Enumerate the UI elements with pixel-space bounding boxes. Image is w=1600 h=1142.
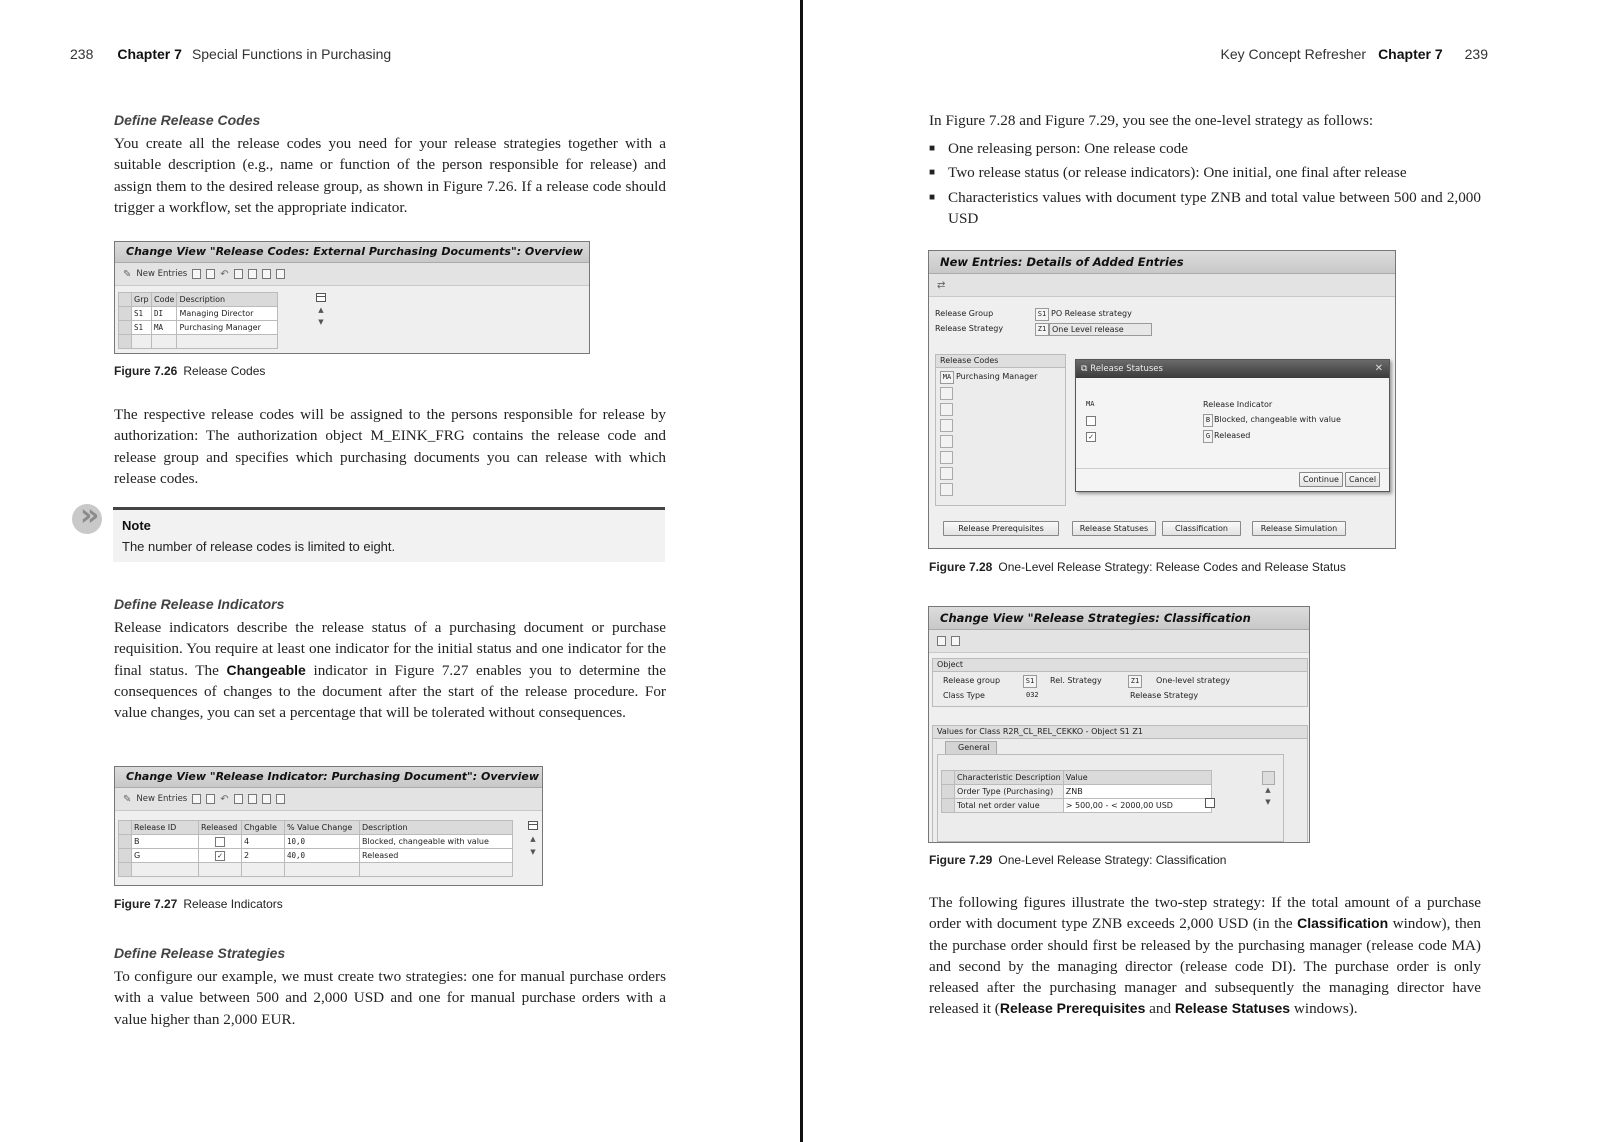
table-row-empty[interactable] [119, 863, 513, 877]
release-group-value: PO Release strategy [1051, 309, 1132, 318]
figure-caption-text: Release Codes [183, 364, 266, 378]
tab-general[interactable]: General [945, 741, 997, 754]
previous-object-icon[interactable] [937, 636, 946, 646]
figure-number: Figure 7.28 [929, 560, 993, 574]
delete-icon[interactable] [206, 269, 215, 279]
status-checkbox[interactable] [1086, 416, 1096, 426]
window-title: Change View "Release Indicator: Purchasing Document": Overview [115, 767, 542, 788]
row-selector[interactable] [119, 321, 132, 335]
class-values-group [932, 725, 1308, 843]
release-group-label: Release Group [935, 309, 994, 318]
release-prerequisites-button[interactable]: Release Prerequisites [943, 521, 1059, 536]
text-run: The following figures illustrate the two-step strategy: If the total amount of a purchase order with document type ZNB exceeds 2,000 USD (in the [929, 894, 1481, 933]
release-codes-header: Release Codes [936, 355, 1065, 368]
select-all-icon[interactable] [234, 794, 243, 804]
paragraph-release-strategies: To configure our example, we must create two strategies: one for manual purchase orders with a value between 500 and 2,000 USD and one for manual purchase orders with a value higher than 2,000 EUR. [114, 968, 666, 1028]
toolbar [929, 630, 1309, 653]
undo-icon[interactable]: ↶ [220, 268, 229, 280]
figure-release-indicators-screenshot [114, 766, 543, 886]
row-selector[interactable] [942, 799, 955, 813]
dialog-window-icon: ⧉ [1081, 364, 1091, 374]
table-header-row [119, 821, 513, 835]
heading-define-release-codes: Define Release Codes [114, 112, 261, 128]
bullet-text: One releasing person: One release code [948, 140, 1188, 157]
object-group [932, 658, 1308, 707]
released-cell [199, 849, 242, 863]
text-run: Release indicators describe the release status of a purchasing document or purchase requisition. You require at least one indicator for the initial status and one indicator for the final status. The [114, 619, 666, 679]
column-header: Characteristic Description [955, 771, 1064, 785]
rel-strategy-value: One-level strategy [1156, 676, 1231, 685]
new-entries-button[interactable]: New Entries [136, 794, 188, 804]
table-row[interactable] [119, 849, 513, 863]
text-run: indicator in Figure 7.27 enables you to determine the consequences of changes to the document after the start of the release procedure. For value changes, you can set a percentage that will be tolerated without consequences. [114, 661, 667, 722]
text-run: window), then the purchase order should first be released by the purchasing manager (release code MA) and second by the managing director (release code DI). The purchase order is only released after the purchasing manager and subsequently the managing director have released it ( [929, 915, 1481, 1018]
note-title: Note [122, 518, 151, 533]
table-row-empty[interactable] [119, 335, 278, 349]
figure-release-codes-screenshot [114, 241, 590, 354]
figure-caption [114, 364, 265, 378]
intro-paragraph: In Figure 7.28 and Figure 7.29, you see the one-level strategy as follows: [929, 112, 1374, 129]
window-title: Change View "Release Strategies: Classification [929, 607, 1309, 630]
column-header: Value [1063, 771, 1211, 785]
code-cell: DI [152, 307, 177, 321]
toolbar [115, 263, 589, 286]
table-row[interactable] [942, 785, 1212, 799]
paragraph-release-indicators [114, 617, 666, 723]
characteristic-value-cell[interactable]: ZNB [1063, 785, 1211, 799]
scroll-up-icon[interactable]: ▲ [318, 306, 324, 314]
heading-define-release-indicators: Define Release Indicators [114, 596, 285, 612]
status-checkbox[interactable]: ✓ [1086, 432, 1096, 442]
released-cell [199, 835, 242, 849]
bold-term-changeable: Changeable [226, 661, 306, 678]
release-codes-group [935, 354, 1066, 506]
table-header-row [942, 771, 1212, 785]
column-header: Grp [132, 293, 152, 307]
right-running-head [1221, 46, 1488, 62]
indicator-text: Blocked, changeable with value [1214, 415, 1341, 424]
bullet-item [929, 162, 1481, 183]
select-block-icon[interactable] [248, 269, 257, 279]
grp-cell: S1 [132, 321, 152, 335]
release-code-slot[interactable] [940, 467, 953, 480]
row-selector-header[interactable] [119, 293, 132, 307]
release-code-slot[interactable] [940, 483, 953, 496]
class-type-value: 032 [1026, 691, 1039, 699]
release-code-slot[interactable] [940, 387, 953, 400]
close-icon[interactable]: ✕ [1374, 363, 1383, 374]
rel-strategy-key: Z1 [1128, 675, 1142, 688]
release-code-slot[interactable] [940, 403, 953, 416]
column-header: Released [199, 821, 242, 835]
release-code-slot[interactable] [940, 451, 953, 464]
release-id-cell[interactable]: G [132, 849, 199, 863]
page-number: 239 [1464, 46, 1488, 62]
release-statuses-button[interactable]: Release Statuses [1072, 521, 1156, 536]
release-simulation-button[interactable]: Release Simulation [1252, 521, 1346, 536]
release-code-column-header: MA [1086, 400, 1095, 408]
release-codes-table [118, 292, 278, 349]
right-page [803, 0, 1600, 1142]
table-row[interactable] [119, 321, 278, 335]
page-number: 238 [70, 46, 94, 62]
edit-toggle-icon[interactable]: ✎ [123, 793, 132, 805]
release-group-key[interactable]: S1 [1035, 308, 1049, 321]
display-change-icon[interactable]: ⇄ [937, 279, 946, 291]
row-selector[interactable] [119, 863, 132, 877]
figure-number: Figure 7.26 [114, 364, 178, 378]
release-strategy-value[interactable]: One Level release [1049, 323, 1152, 336]
code-cell[interactable]: MA [152, 321, 177, 335]
bullet-item [929, 138, 1481, 159]
text-run: and [1145, 1000, 1175, 1018]
deselect-all-icon[interactable] [262, 794, 271, 804]
chapter-label: Chapter 7 [117, 46, 182, 62]
scroll-up-icon[interactable]: ▲ [530, 835, 536, 843]
figure-classification-screenshot [928, 606, 1310, 843]
cancel-button[interactable]: Cancel [1345, 472, 1380, 487]
object-header: Object [933, 659, 1307, 672]
scroll-down-icon[interactable]: ▼ [530, 848, 536, 856]
bold-term-classification: Classification [1297, 915, 1389, 932]
table-settings-icon[interactable] [316, 293, 326, 302]
release-strategy-label: Release Strategy [935, 324, 1004, 333]
column-header: Description [360, 821, 513, 835]
closing-paragraph [929, 892, 1481, 1020]
deselect-all-icon[interactable] [262, 269, 271, 279]
bullet-item [929, 187, 1481, 230]
rel-strategy-label: Rel. Strategy [1050, 676, 1102, 685]
column-header: Description [177, 293, 278, 307]
row-selector[interactable] [119, 335, 132, 349]
class-type-label: Class Type [943, 691, 985, 700]
undo-icon[interactable]: ↶ [220, 793, 229, 805]
value-change-cell[interactable]: 10,0 [285, 835, 360, 849]
new-entries-button[interactable]: New Entries [136, 269, 188, 279]
note-double-chevron-icon: » [72, 504, 102, 534]
next-object-icon[interactable] [951, 636, 960, 646]
release-code-slot[interactable] [940, 419, 953, 432]
release-code-value: Purchasing Manager [956, 372, 1038, 381]
indicator-text: Released [1214, 431, 1251, 440]
figure-release-statuses-screenshot [928, 250, 1396, 549]
continue-button[interactable]: Continue [1299, 472, 1343, 487]
figure-caption [929, 853, 1226, 867]
multiple-values-icon[interactable] [1205, 798, 1215, 808]
square-bullet-icon: ■ [929, 143, 936, 154]
class-values-header: Values for Class R2R_CL_REL_CEKKO - Object S1 Z1 [933, 726, 1307, 739]
note-text: The number of release codes is limited to eight. [122, 539, 396, 554]
toolbar [929, 274, 1395, 297]
classification-button[interactable]: Classification [1162, 521, 1241, 536]
table-row[interactable] [119, 835, 513, 849]
row-selector[interactable] [119, 835, 132, 849]
chapter-title: Special Functions in Purchasing [191, 46, 392, 62]
chgable-cell[interactable]: 4 [242, 835, 285, 849]
bullet-list [929, 138, 1481, 229]
toolbar [115, 788, 542, 811]
class-type-description: Release Strategy [1130, 691, 1199, 700]
release-code-key[interactable]: MA [940, 371, 954, 384]
figure-caption [114, 897, 283, 911]
characteristic-value-cell[interactable]: > 500,00 - < 2000,00 USD [1063, 799, 1211, 813]
characteristic-description-cell: Total net order value [955, 799, 1064, 813]
release-indicators-table [118, 820, 513, 877]
column-header: Release ID [132, 821, 199, 835]
column-header: % Value Change [285, 821, 360, 835]
bold-term-release-prerequisites: Release Prerequisites [999, 1000, 1146, 1017]
figure-caption [929, 560, 1346, 574]
chgable-cell[interactable]: 2 [242, 849, 285, 863]
row-selector[interactable] [119, 307, 132, 321]
column-header: Chgable [242, 821, 285, 835]
note-box [113, 507, 665, 562]
left-running-head [70, 46, 391, 62]
dialog-title: Release Statuses [1090, 364, 1163, 374]
bold-term-release-statuses: Release Statuses [1174, 1000, 1291, 1017]
scroll-up-icon[interactable]: ▲ [1265, 786, 1271, 794]
indicator-key[interactable]: B [1203, 414, 1213, 427]
indicator-key[interactable]: G [1203, 430, 1213, 443]
value-change-cell[interactable]: 40,0 [285, 849, 360, 863]
row-selector-header[interactable] [119, 821, 132, 835]
dialog-titlebar [1076, 360, 1389, 378]
table-header-row [119, 293, 278, 307]
release-group-key: S1 [1023, 675, 1037, 688]
row-selector[interactable] [119, 849, 132, 863]
paragraph-release-codes: You create all the release codes you need for your release strategies together with a suitable description (e.g., name or function of the person responsible for release) and assign them to the desired release group, as shown in Figure 7.26. If a release code should trigger a workflow, set the appropriate indicator. [114, 135, 666, 216]
table-settings-icon[interactable] [1262, 771, 1275, 785]
section-title: Key Concept Refresher [1220, 46, 1367, 62]
grp-cell: S1 [132, 307, 152, 321]
row-selector[interactable] [942, 785, 955, 799]
release-statuses-dialog [1075, 359, 1390, 492]
release-group-label: Release group [943, 676, 1001, 685]
description-cell[interactable]: Blocked, changeable with value [360, 835, 513, 849]
description-cell[interactable]: Purchasing Manager [177, 321, 278, 335]
figure-caption-text: Release Indicators [183, 897, 283, 911]
scroll-down-icon[interactable]: ▼ [318, 318, 324, 326]
square-bullet-icon: ■ [929, 167, 936, 179]
chapter-label: Chapter 7 [1378, 46, 1443, 62]
delete-icon[interactable] [206, 794, 215, 804]
copy-icon[interactable] [192, 269, 201, 279]
copy-icon[interactable] [192, 794, 201, 804]
text-run: windows). [1290, 1000, 1358, 1018]
table-row[interactable] [942, 799, 1212, 813]
select-block-icon[interactable] [248, 794, 257, 804]
description-cell[interactable]: Managing Director [177, 307, 278, 321]
figure-number: Figure 7.29 [929, 853, 993, 867]
release-strategy-key[interactable]: Z1 [1035, 323, 1049, 336]
release-code-slot[interactable] [940, 435, 953, 448]
table-row[interactable] [119, 307, 278, 321]
release-id-cell[interactable]: B [132, 835, 199, 849]
print-icon[interactable] [276, 794, 285, 804]
paragraph-authorization: The respective release codes will be assigned to the persons responsible for release by authorization: The authorization object M_EINK_FRG contains the release code and release group and specifies which purchasing documents you can release with which release codes. [114, 406, 666, 487]
window-title: Change View "Release Codes: External Purchasing Documents": Overview [115, 242, 589, 263]
characteristics-table [941, 770, 1212, 813]
release-indicator-header: Release Indicator [1203, 400, 1273, 409]
characteristic-description-cell: Order Type (Purchasing) [955, 785, 1064, 799]
column-header: Code [152, 293, 177, 307]
figure-caption-text: One-Level Release Strategy: Release Codes and Release Status [998, 560, 1346, 574]
dialog-footer-divider [1076, 468, 1389, 469]
figure-number: Figure 7.27 [114, 897, 178, 911]
released-checkbox[interactable]: ✓ [215, 851, 225, 861]
select-all-icon[interactable] [234, 269, 243, 279]
square-bullet-icon: ■ [929, 191, 936, 203]
row-selector-header[interactable] [942, 771, 955, 785]
print-icon[interactable] [276, 269, 285, 279]
figure-caption-text: One-Level Release Strategy: Classification [998, 853, 1227, 867]
table-settings-icon[interactable] [528, 821, 538, 830]
scroll-down-icon[interactable]: ▼ [1265, 798, 1271, 806]
window-title: New Entries: Details of Added Entries [929, 251, 1395, 274]
description-cell[interactable]: Released [360, 849, 513, 863]
bullet-text: Two release status (or release indicators): One initial, one final after release [948, 164, 1407, 182]
edit-toggle-icon[interactable]: ✎ [123, 268, 132, 280]
heading-define-release-strategies: Define Release Strategies [114, 945, 286, 961]
bullet-text: Characteristics values with document type ZNB and total value between 500 and 2,000 USD [948, 188, 1481, 227]
released-checkbox[interactable] [215, 837, 225, 847]
